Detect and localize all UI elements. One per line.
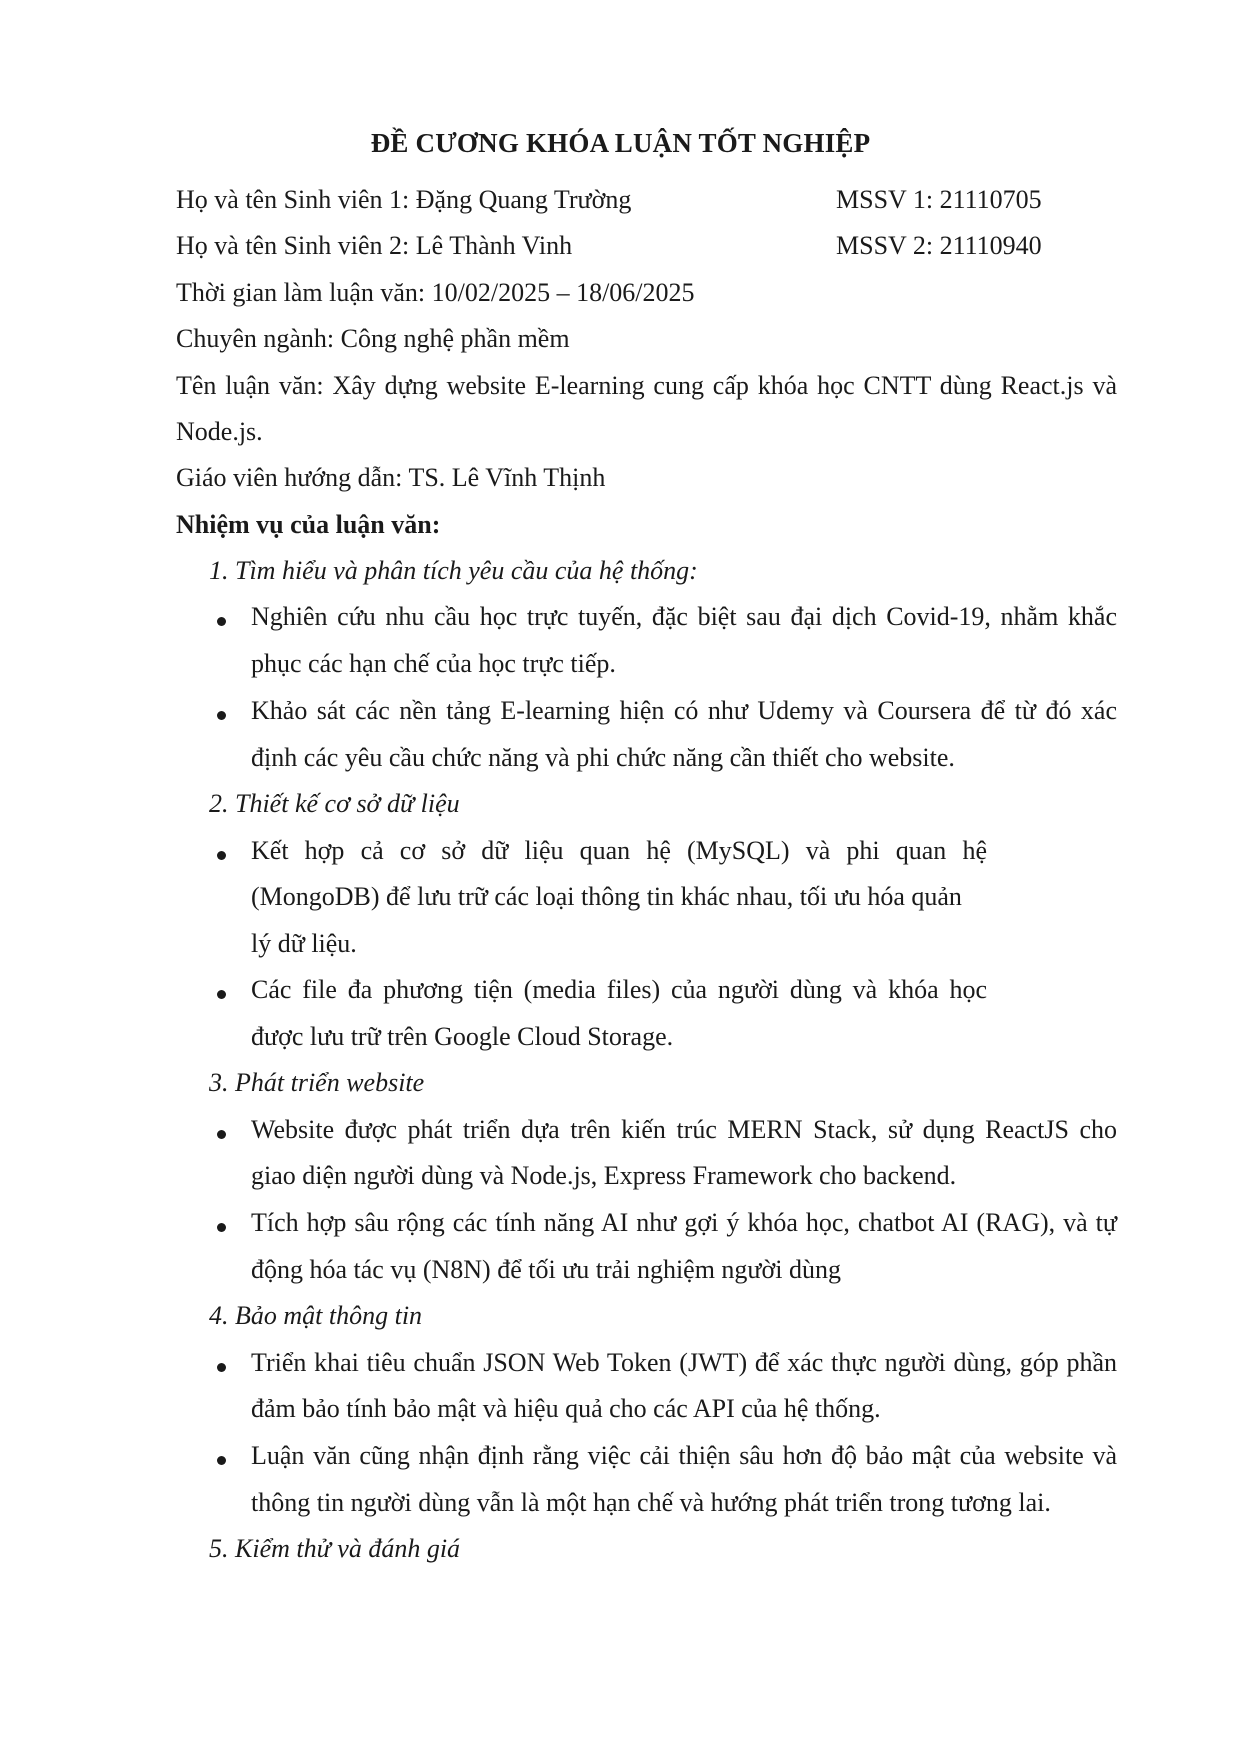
tasks-heading: Nhiệm vụ của luận văn: — [176, 510, 441, 539]
bullet-text-line: Nghiên cứu nhu cầu học trực tuyến, đặc biệt sau đại dịch Covid-19, nhằm khắc — [251, 602, 1117, 631]
section-heading: 4. Bảo mật thông tin — [209, 1301, 423, 1330]
bullet-text-line: Luận văn cũng nhận định rằng việc cải thiện sâu hơn độ bảo mật của website và — [251, 1441, 1117, 1470]
document-title: ĐỀ CƯƠNG KHÓA LUẬN TỐT NGHIỆP — [370, 128, 871, 158]
bullet-text-line: Khảo sát các nền tảng E-learning hiện có như Udemy và Coursera để từ đó xác — [251, 696, 1117, 725]
bullet-text-line: (MongoDB) để lưu trữ các loại thông tin khác nhau, tối ưu hóa quản — [251, 882, 962, 911]
student1-id: MSSV 1: 21110705 — [836, 185, 1042, 214]
major: Chuyên ngành: Công nghệ phần mềm — [176, 324, 570, 353]
section-heading: 3. Phát triển website — [209, 1068, 425, 1097]
bullet-icon — [217, 851, 226, 860]
advisor: Giáo viên hướng dẫn: TS. Lê Vĩnh Thịnh — [176, 463, 606, 492]
bullet-text-line: giao diện người dùng và Node.js, Express Framework cho backend. — [251, 1161, 957, 1190]
bullet-icon — [217, 1223, 226, 1232]
thesis-title-line-1: Tên luận văn: Xây dựng website E-learning cung cấp khóa học CNTT dùng React.js và — [176, 371, 1117, 400]
bullet-text-line: lý dữ liệu. — [251, 929, 357, 958]
bullet-text-line: đảm bảo tính bảo mật và hiệu quả cho các API của hệ thống. — [251, 1394, 881, 1423]
student1-name: Họ và tên Sinh viên 1: Đặng Quang Trường — [176, 185, 632, 214]
thesis-title-line-2: Node.js. — [176, 417, 263, 446]
section-heading: 5. Kiểm thử và đánh giá — [209, 1534, 461, 1563]
bullet-icon — [217, 1456, 226, 1465]
student2-name: Họ và tên Sinh viên 2: Lê Thành Vinh — [176, 231, 573, 260]
bullet-text-line: Kết hợp cả cơ sở dữ liệu quan hệ (MySQL) và phi quan hệ — [251, 836, 987, 865]
bullet-icon — [217, 617, 226, 626]
bullet-text-line: Các file đa phương tiện (media files) của người dùng và khóa học — [251, 975, 987, 1004]
bullet-text-line: động hóa tác vụ (N8N) để tối ưu trải nghiệm người dùng — [251, 1255, 841, 1284]
student2-id: MSSV 2: 21110940 — [836, 231, 1042, 260]
bullet-text-line: Website được phát triển dựa trên kiến trúc MERN Stack, sử dụng ReactJS cho — [251, 1115, 1117, 1144]
bullet-text-line: định các yêu cầu chức năng và phi chức năng cần thiết cho website. — [251, 743, 955, 772]
section-heading: 1. Tìm hiểu và phân tích yêu cầu của hệ thống: — [209, 556, 698, 585]
bullet-text-line: Tích hợp sâu rộng các tính năng AI như gợi ý khóa học, chatbot AI (RAG), và tự — [251, 1208, 1117, 1237]
thesis-duration: Thời gian làm luận văn: 10/02/2025 – 18/06/2025 — [176, 278, 695, 307]
bullet-icon — [217, 711, 226, 720]
section-heading: 2. Thiết kế cơ sở dữ liệu — [209, 789, 460, 818]
bullet-icon — [217, 990, 226, 999]
bullet-text-line: thông tin người dùng vẫn là một hạn chế và hướng phát triển trong tương lai. — [251, 1488, 1051, 1517]
bullet-text-line: phục các hạn chế của học trực tiếp. — [251, 649, 616, 678]
bullet-icon — [217, 1363, 226, 1372]
bullet-icon — [217, 1130, 226, 1139]
bullet-text-line: Triển khai tiêu chuẩn JSON Web Token (JWT) để xác thực người dùng, góp phần — [251, 1348, 1117, 1377]
bullet-text-line: được lưu trữ trên Google Cloud Storage. — [251, 1022, 674, 1051]
